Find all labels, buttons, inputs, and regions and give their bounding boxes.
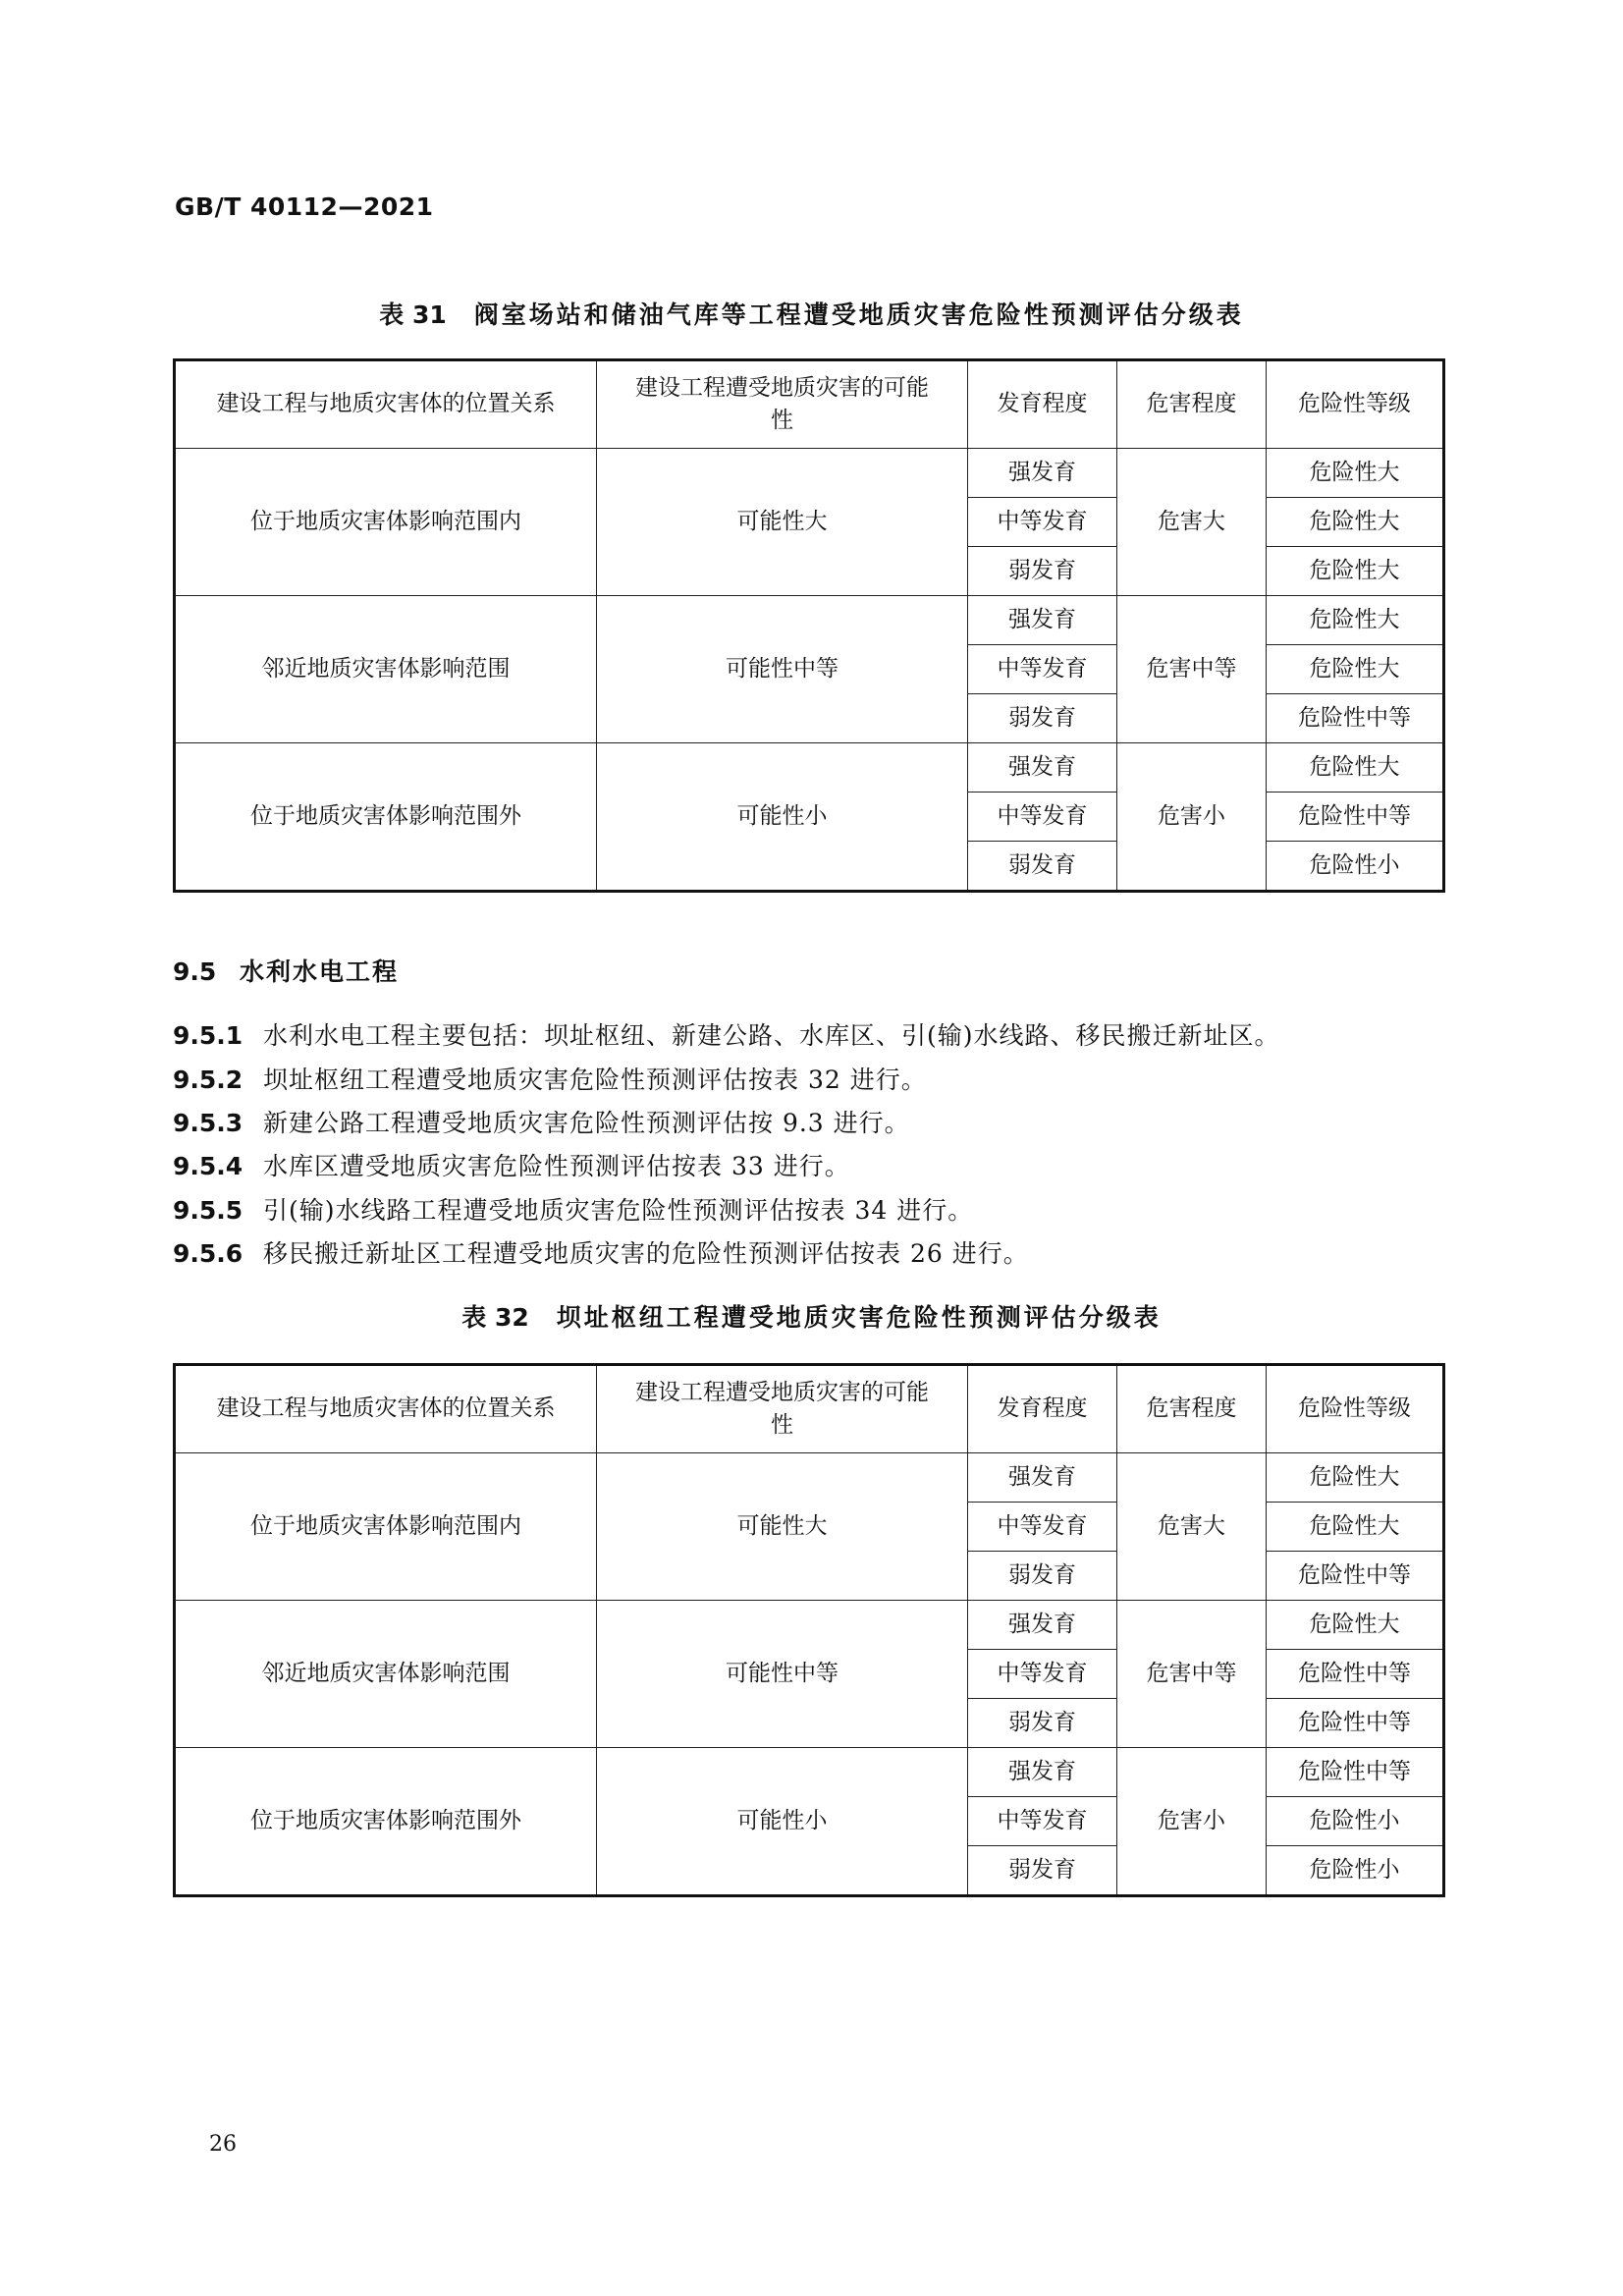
col-header-development: 发育程度 [968, 360, 1117, 449]
table-row [175, 1748, 1444, 1797]
harm-cell: 危害大 [1117, 449, 1267, 596]
risk-cell: 危险性小 [1267, 842, 1444, 892]
standard-number: GB/T 40112—2021 [175, 192, 434, 221]
development-cell: 强发育 [968, 1453, 1117, 1503]
table-row [175, 1601, 1444, 1650]
risk-cell: 危险性大 [1267, 645, 1444, 694]
clause [173, 1191, 973, 1227]
possibility-cell: 可能性中等 [597, 596, 968, 743]
harm-cell: 危害小 [1117, 743, 1267, 892]
clause-text: 水利水电工程主要包括：坝址枢纽、新建公路、水库区、引(输)水线路、移民搬迁新址区。 [263, 1021, 1280, 1050]
development-cell: 强发育 [968, 596, 1117, 645]
development-cell: 中等发育 [968, 1503, 1117, 1552]
clause-number: 9.5.6 [173, 1239, 243, 1268]
table-row [175, 596, 1444, 645]
table-31-title: 阀室场站和储油气库等工程遭受地质灾害危险性预测评估分级表 [473, 301, 1244, 329]
risk-cell: 危险性中等 [1267, 1552, 1444, 1601]
development-cell: 强发育 [968, 1601, 1117, 1650]
table-row [175, 743, 1444, 793]
section-heading [173, 953, 399, 988]
clause-text: 新建公路工程遭受地质灾害危险性预测评估按 9.3 进行。 [263, 1109, 910, 1137]
col-header-harm: 危害程度 [1117, 360, 1267, 449]
development-cell: 中等发育 [968, 498, 1117, 547]
risk-cell: 危险性小 [1267, 1846, 1444, 1896]
harm-cell: 危害小 [1117, 1748, 1267, 1896]
table-header-row [175, 360, 1444, 449]
col-header-possibility [597, 1365, 968, 1453]
table-32-title: 坝址枢纽工程遭受地质灾害危险性预测评估分级表 [556, 1303, 1162, 1332]
section-title: 水利水电工程 [240, 957, 400, 986]
development-cell: 中等发育 [968, 793, 1117, 842]
risk-cell: 危险性大 [1267, 743, 1444, 793]
page-number: 26 [209, 2132, 237, 2157]
clause [173, 1061, 927, 1096]
table-31 [173, 358, 1445, 893]
possibility-cell: 可能性大 [597, 449, 968, 596]
possibility-cell: 可能性小 [597, 1748, 968, 1896]
development-cell: 弱发育 [968, 1552, 1117, 1601]
col-header-position: 建设工程与地质灾害体的位置关系 [175, 1365, 597, 1453]
table-32 [173, 1363, 1445, 1897]
table-32-number: 表 32 [461, 1303, 529, 1332]
development-cell: 弱发育 [968, 1846, 1117, 1896]
risk-cell: 危险性中等 [1267, 793, 1444, 842]
col-header-position: 建设工程与地质灾害体的位置关系 [175, 360, 597, 449]
risk-cell: 危险性小 [1267, 1797, 1444, 1846]
risk-cell: 危险性中等 [1267, 1748, 1444, 1797]
col-header-risk: 危险性等级 [1267, 1365, 1444, 1453]
col-header-possibility-text: 建设工程遭受地质灾害的可能性 [635, 1379, 929, 1438]
table-header-row [175, 1365, 1444, 1453]
development-cell: 中等发育 [968, 1650, 1117, 1699]
clause-number: 9.5.5 [173, 1196, 243, 1225]
clause-text: 水库区遭受地质灾害危险性预测评估按表 33 进行。 [263, 1152, 850, 1180]
development-cell: 强发育 [968, 1748, 1117, 1797]
risk-cell: 危险性大 [1267, 1601, 1444, 1650]
risk-cell: 危险性大 [1267, 449, 1444, 498]
harm-cell: 危害中等 [1117, 1601, 1267, 1748]
position-cell: 邻近地质灾害体影响范围 [175, 596, 597, 743]
table-row [175, 1453, 1444, 1503]
col-header-possibility-text: 建设工程遭受地质灾害的可能性 [635, 374, 929, 433]
harm-cell: 危害大 [1117, 1453, 1267, 1601]
position-cell: 位于地质灾害体影响范围外 [175, 743, 597, 892]
position-cell: 位于地质灾害体影响范围外 [175, 1748, 597, 1896]
col-header-development: 发育程度 [968, 1365, 1117, 1453]
col-header-risk: 危险性等级 [1267, 360, 1444, 449]
development-cell: 强发育 [968, 743, 1117, 793]
risk-cell: 危险性大 [1267, 596, 1444, 645]
clause [173, 1234, 1029, 1270]
development-cell: 中等发育 [968, 645, 1117, 694]
development-cell: 弱发育 [968, 842, 1117, 892]
section-number: 9.5 [173, 957, 217, 986]
table-31-number: 表 31 [379, 301, 447, 329]
development-cell: 中等发育 [968, 1797, 1117, 1846]
possibility-cell: 可能性大 [597, 1453, 968, 1601]
clause-text: 引(输)水线路工程遭受地质灾害危险性预测评估按表 34 进行。 [263, 1196, 974, 1225]
col-header-possibility [597, 360, 968, 449]
development-cell: 强发育 [968, 449, 1117, 498]
clause [173, 1104, 910, 1139]
clause-number: 9.5.2 [173, 1066, 243, 1094]
risk-cell: 危险性中等 [1267, 1650, 1444, 1699]
risk-cell: 危险性大 [1267, 498, 1444, 547]
development-cell: 弱发育 [968, 547, 1117, 596]
table-row [175, 449, 1444, 498]
clause-number: 9.5.4 [173, 1152, 243, 1180]
clause [173, 1147, 850, 1182]
clause-number: 9.5.1 [173, 1021, 243, 1050]
clause [173, 1016, 1280, 1052]
harm-cell: 危害中等 [1117, 596, 1267, 743]
col-header-harm: 危害程度 [1117, 1365, 1267, 1453]
development-cell: 弱发育 [968, 1699, 1117, 1748]
risk-cell: 危险性大 [1267, 547, 1444, 596]
risk-cell: 危险性中等 [1267, 1699, 1444, 1748]
risk-cell: 危险性大 [1267, 1503, 1444, 1552]
clause-text: 移民搬迁新址区工程遭受地质灾害的危险性预测评估按表 26 进行。 [263, 1239, 1029, 1268]
possibility-cell: 可能性小 [597, 743, 968, 892]
risk-cell: 危险性大 [1267, 1453, 1444, 1503]
development-cell: 弱发育 [968, 694, 1117, 743]
position-cell: 邻近地质灾害体影响范围 [175, 1601, 597, 1748]
table-32-caption [0, 1298, 1623, 1334]
table-31-caption [0, 296, 1623, 331]
clause-number: 9.5.3 [173, 1109, 243, 1137]
possibility-cell: 可能性中等 [597, 1601, 968, 1748]
position-cell: 位于地质灾害体影响范围内 [175, 1453, 597, 1601]
position-cell: 位于地质灾害体影响范围内 [175, 449, 597, 596]
clause-text: 坝址枢纽工程遭受地质灾害危险性预测评估按表 32 进行。 [263, 1066, 927, 1094]
risk-cell: 危险性中等 [1267, 694, 1444, 743]
